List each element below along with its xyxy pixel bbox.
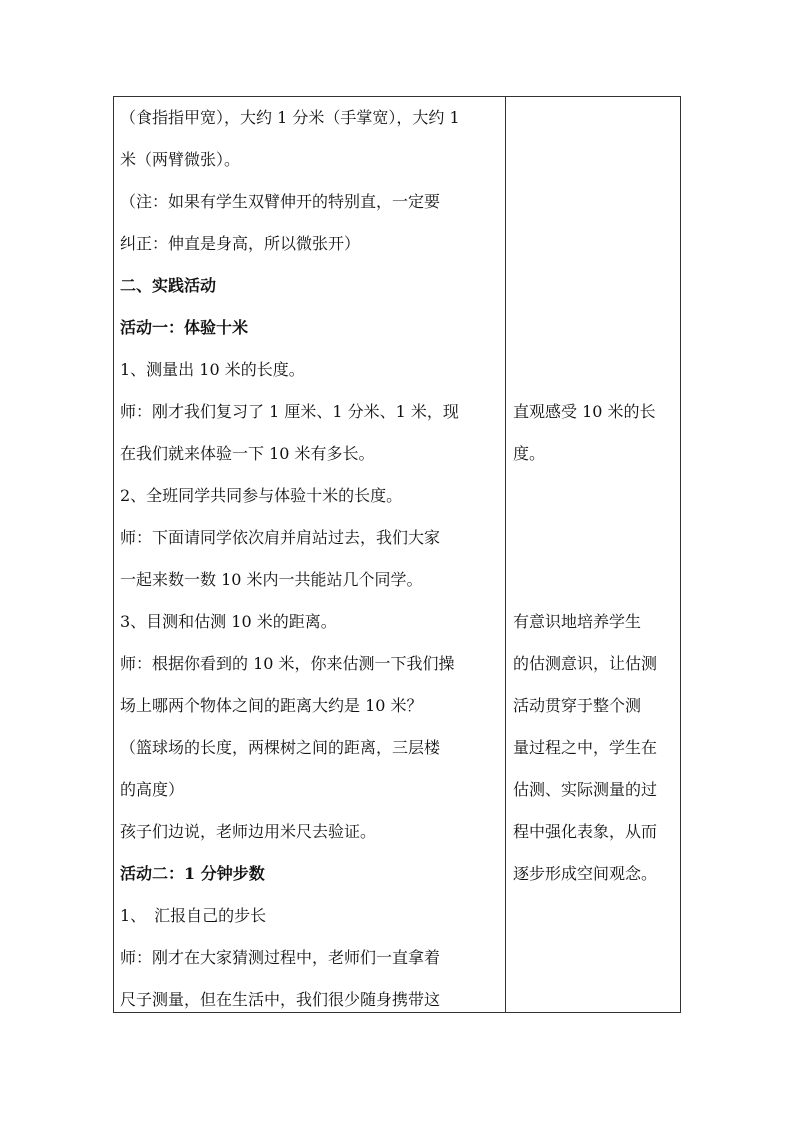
content-line: 2、全班同学共同参与体验十米的长度。 (120, 486, 403, 505)
content-line: 师：根据你看到的 10 米，你来估测一下我们操 (120, 654, 455, 673)
content-line: 师：刚才我们复习了 1 厘米、1 分米、1 米，现 (120, 402, 459, 421)
activity-heading: 活动二：1 分钟步数 (120, 864, 265, 883)
note-line: 量过程之中，学生在 (513, 738, 658, 757)
note-line: 度。 (513, 444, 546, 463)
section-heading: 二、实践活动 (120, 276, 217, 295)
content-line: 的高度） (120, 780, 185, 799)
note-line: 程中强化表象，从而 (513, 822, 658, 841)
note-line: 有意识地培养学生 (513, 612, 642, 631)
content-line: （食指指甲宽），大约 1 分米（手掌宽），大约 1 (120, 108, 460, 127)
note-line: 活动贯穿于整个测 (513, 696, 642, 715)
content-line: 场上哪两个物体之间的距离大约是 10 米？ (120, 696, 423, 715)
content-line: 纠正：伸直是身高，所以微张开） (120, 234, 361, 253)
content-line: 1、 汇报自己的步长 (120, 906, 267, 925)
activity-heading: 活动一：体验十米 (120, 318, 249, 337)
column-divider (505, 97, 506, 1012)
content-line: 师：下面请同学依次肩并肩站过去，我们大家 (120, 528, 441, 547)
content-line: 一起来数一数 10 米内一共能站几个同学。 (120, 570, 423, 589)
content-line: 尺子测量，但在生活中，我们很少随身携带这 (120, 990, 441, 1009)
note-line: 逐步形成空间观念。 (513, 864, 658, 883)
lesson-table (113, 96, 681, 1013)
content-line: 3、目测和估测 10 米的距离。 (120, 612, 337, 631)
content-line: 在我们就来体验一下 10 米有多长。 (120, 444, 375, 463)
note-line: 的估测意识，让估测 (513, 654, 658, 673)
content-line: 1、测量出 10 米的长度。 (120, 360, 305, 379)
content-line: 师：刚才在大家猜测过程中，老师们一直拿着 (120, 948, 441, 967)
content-line: 米（两臂微张）。 (120, 150, 241, 169)
note-line: 直观感受 10 米的长 (513, 402, 656, 421)
note-line: 估测、实际测量的过 (513, 780, 658, 799)
content-line: （篮球场的长度，两棵树之间的距离，三层楼 (120, 738, 441, 757)
content-line: 孩子们边说，老师边用米尺去验证。 (120, 822, 377, 841)
content-line: （注：如果有学生双臂伸开的特别直，一定要 (120, 192, 441, 211)
